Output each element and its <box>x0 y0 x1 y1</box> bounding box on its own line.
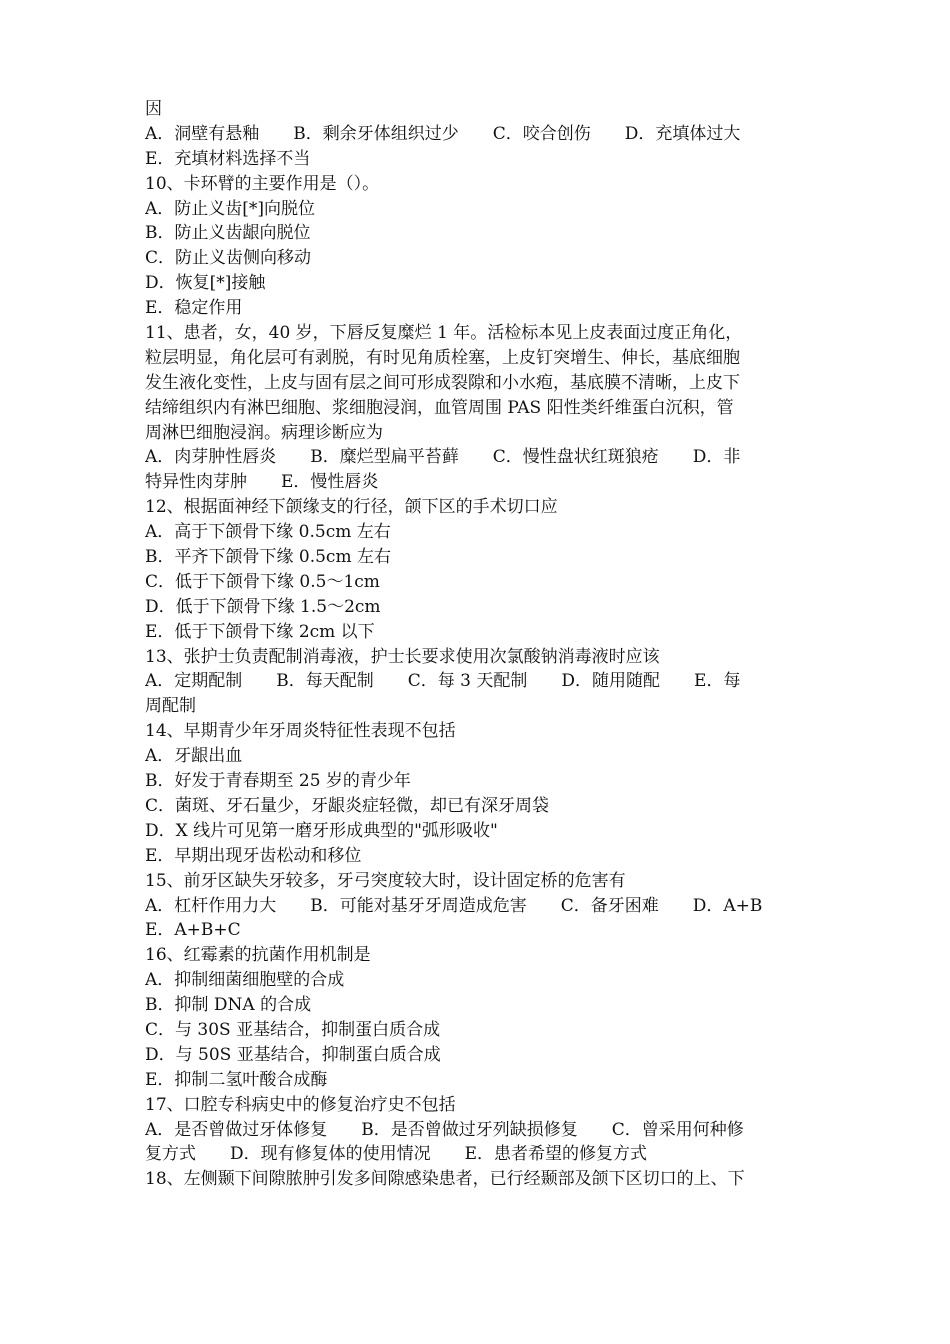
text-line: 特异性肉芽肿 E．慢性唇炎 <box>145 472 379 493</box>
text-line: E．低于下颌骨下缘 2cm 以下 <box>145 621 375 642</box>
text-line: E．稳定作用 <box>145 298 243 319</box>
text-line: B．防止义齿龈向脱位 <box>145 223 311 244</box>
text-line: A．防止义齿[*]向脱位 <box>145 198 316 219</box>
question-13-stem: 13、张护士负责配制消毒液，护士长要求使用次氯酸钠消毒液时应该 <box>145 646 660 667</box>
question-15-stem: 15、前牙区缺失牙较多，牙弓突度较大时，设计固定桥的危害有 <box>145 870 626 891</box>
text-line: 周配制 <box>145 696 196 717</box>
question-12-stem: 12、根据面神经下颌缘支的行径，颌下区的手术切口应 <box>145 497 558 518</box>
text-line: D．与 50S 亚基结合，抑制蛋白质合成 <box>145 1044 441 1065</box>
text-line: D．低于下颌骨下缘 1.5～2cm <box>145 596 381 617</box>
text-line: 复方式 D．现有修复体的使用情况 E．患者希望的修复方式 <box>145 1144 648 1165</box>
text-line: A．定期配制 B．每天配制 C．每 3 天配制 D．随用随配 E．每 <box>145 671 741 692</box>
text-line: A．抑制细菌细胞壁的合成 <box>145 970 345 991</box>
text-line: C．低于下颌骨下缘 0.5～1cm <box>145 571 380 592</box>
text-line: A．高于下颌骨下缘 0.5cm 左右 <box>145 522 391 543</box>
question-18-stem: 18、左侧颞下间隙脓肿引发多间隙感染患者，已行经颞部及颌下区切口的上、下 <box>145 1169 745 1190</box>
text-line: A．肉芽肿性唇炎 B．糜烂型扁平苔藓 C．慢性盘状红斑狼疮 D．非 <box>145 447 741 468</box>
text-line: 因 <box>145 99 162 119</box>
text-line: A．牙龈出血 <box>145 746 243 767</box>
text-line: C．与 30S 亚基结合，抑制蛋白质合成 <box>145 1019 441 1040</box>
text-line: C．防止义齿侧向移动 <box>145 248 312 269</box>
text-line: C．菌斑、牙石量少，牙龈炎症轻微，却已有深牙周袋 <box>145 795 550 816</box>
text-line: 发生液化变性，上皮与固有层之间可形成裂隙和小水疱，基底膜不清晰，上皮下 <box>145 372 740 393</box>
question-14-stem: 14、早期青少年牙周炎特征性表现不包括 <box>145 721 456 742</box>
text-line: A．洞壁有悬釉 B．剩余牙体组织过少 C．咬合创伤 D．充填体过大 <box>145 123 741 144</box>
text-line: D．恢复[*]接触 <box>145 273 266 294</box>
text-line: E．抑制二氢叶酸合成酶 <box>145 1069 328 1090</box>
question-10-stem: 10、卡环臂的主要作用是（）。 <box>145 173 380 194</box>
text-line: E．充填材料选择不当 <box>145 148 311 169</box>
text-line: E．早期出现牙齿松动和移位 <box>145 845 362 866</box>
question-11-stem: 11、患者，女，40 岁，下唇反复糜烂 1 年。活检标本见上皮表面过度正角化， <box>145 323 743 344</box>
text-line: B．平齐下颌骨下缘 0.5cm 左右 <box>145 547 391 568</box>
text-line: 粒层明显，角化层可有剥脱，有时见角质栓塞，上皮钉突增生、伸长，基底细胞 <box>145 347 740 368</box>
text-line: A．是否曾做过牙体修复 B．是否曾做过牙列缺损修复 C．曾采用何种修 <box>145 1119 744 1140</box>
text-line: E．A+B+C <box>145 920 241 941</box>
question-text-body <box>145 97 813 1192</box>
text-line: D．X 线片可见第一磨牙形成典型的"弧形吸收" <box>145 820 498 841</box>
question-17-stem: 17、口腔专科病史中的修复治疗史不包括 <box>145 1094 456 1115</box>
text-line: A．杠杆作用力大 B．可能对基牙牙周造成危害 C．备牙困难 D．A+B <box>145 895 763 916</box>
text-line: 周淋巴细胞浸润。病理诊断应为 <box>145 422 383 443</box>
text-line: 结缔组织内有淋巴细胞、浆细胞浸润，血管周围 PAS 阳性类纤维蛋白沉积，管 <box>145 397 734 418</box>
text-line: B．好发于青春期至 25 岁的青少年 <box>145 771 411 792</box>
text-line: B．抑制 DNA 的合成 <box>145 995 312 1016</box>
question-16-stem: 16、红霉素的抗菌作用机制是 <box>145 945 371 966</box>
